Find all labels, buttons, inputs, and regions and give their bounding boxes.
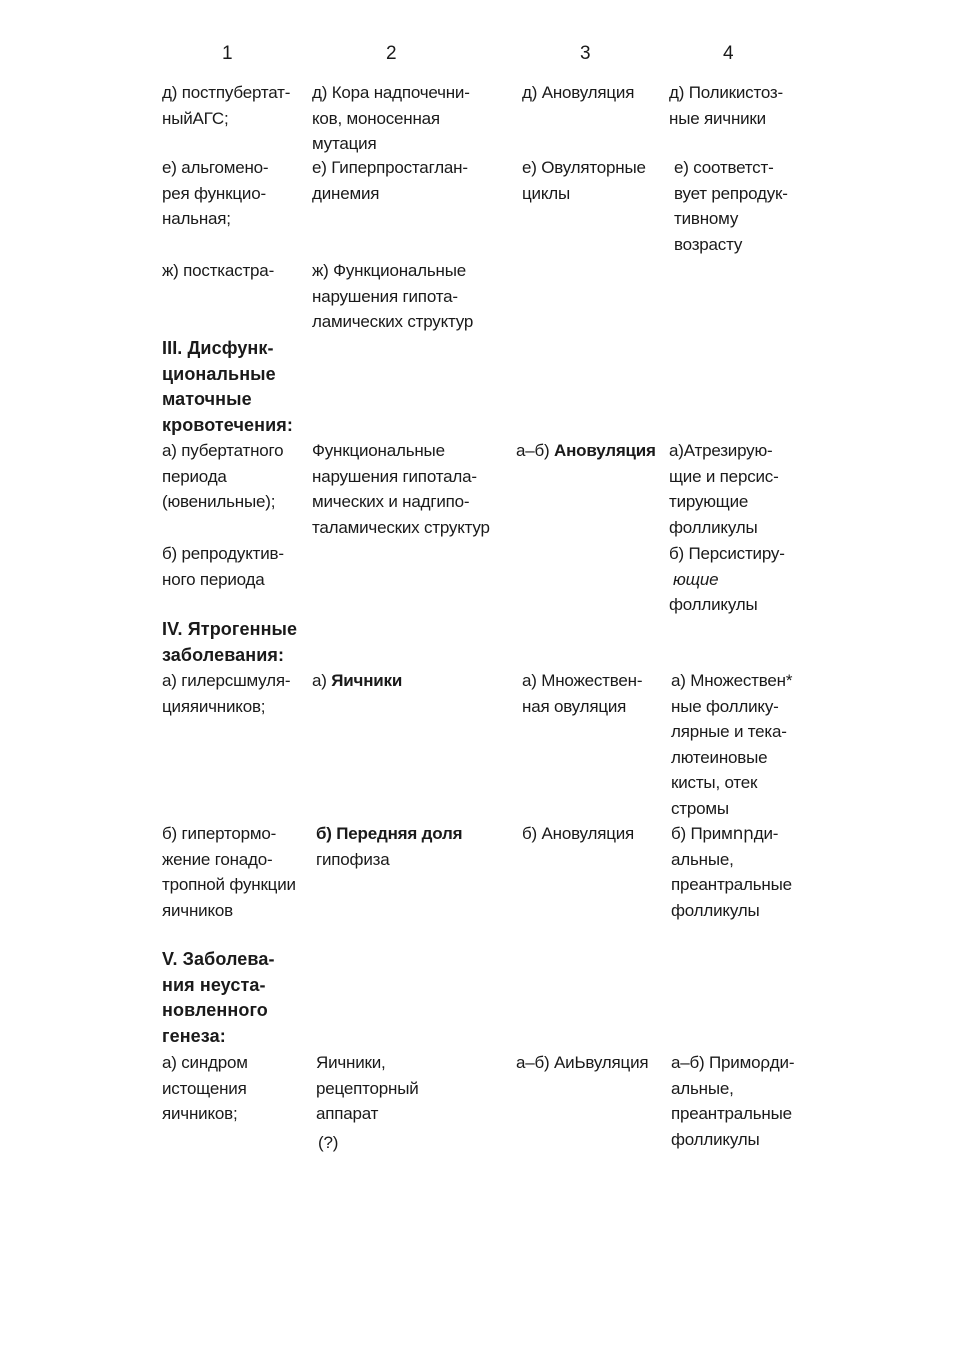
section-4-row-b-col2 — [316, 821, 511, 872]
section-3-col4-a: а)Атрезирую- щие и персис- тирующие фолликулы — [669, 441, 779, 537]
section-3-col3 — [516, 438, 666, 464]
section-3-col4-b — [669, 541, 819, 618]
section-3-col3-prefix: а–б) — [516, 441, 555, 460]
section-3-col4-b-line3: фолликулы — [669, 595, 758, 614]
row-d-col2: д) Кора надпочечни- ков, моносенная мутация — [312, 83, 470, 153]
column-number-1: 1 — [222, 43, 233, 64]
row-e-col1: е) альгомено- рея функцио- нальная; — [162, 158, 269, 228]
row-d-col1: д) постпубертат- ныйАГС; — [162, 83, 291, 128]
row-e-col4: е) соответст- вует репродук- тивному возрасту — [674, 158, 788, 254]
section-4-row-a-col2 — [312, 668, 507, 694]
section-4-row-b-col2-bold: б) Передняя доля — [316, 824, 463, 843]
column-number-3: 3 — [580, 43, 591, 64]
section-4-row-a-col4: а) Множествен* ные фоллику- лярные и тека- лютеиновые кисты, отек стромы — [671, 671, 793, 818]
section-4-row-a-col2-bold: Яичники — [331, 671, 403, 690]
section-3-col4-b-line2: ющие — [673, 569, 719, 589]
section-4-row-b-col3: б) Ановуляция — [522, 824, 635, 843]
section-4-row-a-col1: а) гилерсшмуля- цияяичников; — [162, 671, 291, 716]
section-4-row-a-col2-prefix: а) — [312, 671, 332, 690]
section-3-col2: Функциональные нарушения гипотала- мических и надгипо- таламических структур — [312, 441, 490, 537]
section-3-col1-b: б) репродуктив- ного периода — [162, 544, 284, 589]
column-number-2: 2 — [386, 43, 397, 64]
section-4-row-b-col4: б) Примորди- альные, преантральные фолликулы — [671, 824, 792, 920]
section-5-heading: V. Заболева- ния неуста- новленного генеза: — [162, 949, 275, 1046]
section-5-col1: а) синдром истощения яичников; — [162, 1053, 248, 1123]
section-5-col2-note: (?) — [318, 1133, 339, 1152]
section-5-col3: а–б) АиЬвуляция — [516, 1053, 649, 1072]
section-5-col4: а–б) Примορди- альные, преантральные фолликулы — [671, 1053, 795, 1149]
section-3-col4-b-line1: б) Персистиру- — [669, 544, 785, 563]
row-e-col3: е) Овуляторные циклы — [522, 158, 646, 203]
row-zh-col2: ж) Функциональные нарушения гипота- ламических структур — [312, 261, 474, 331]
row-d-col4: д) Поликистоз- ные яичники — [669, 83, 783, 128]
row-e-col2: е) Гиперпростаглан- динемия — [312, 158, 468, 203]
section-4-row-a-col3: а) Множествен- ная овуляция — [522, 671, 643, 716]
section-3-col3-bold: Ановуляция — [554, 441, 656, 460]
row-zh-col1: ж) посткастра- — [162, 261, 275, 280]
row-d-col3: д) Ановуляция — [522, 83, 635, 102]
column-number-4: 4 — [723, 43, 734, 64]
section-5-col2: Яичники, рецепторный аппарат — [316, 1053, 419, 1123]
section-4-row-b-col1: б) гипертормо- жение гонадо- тропной функции яичников — [162, 824, 296, 920]
section-4-row-b-col2-rest: гипофиза — [316, 849, 390, 869]
section-3-heading: III. Дисфунк- циональные маточные кровотечения: — [162, 338, 293, 435]
section-3-col1-a: а) пубертатного периода (ювенильные); — [162, 441, 284, 511]
section-4-heading: IV. Ятрогенные заболевания: — [162, 619, 298, 665]
